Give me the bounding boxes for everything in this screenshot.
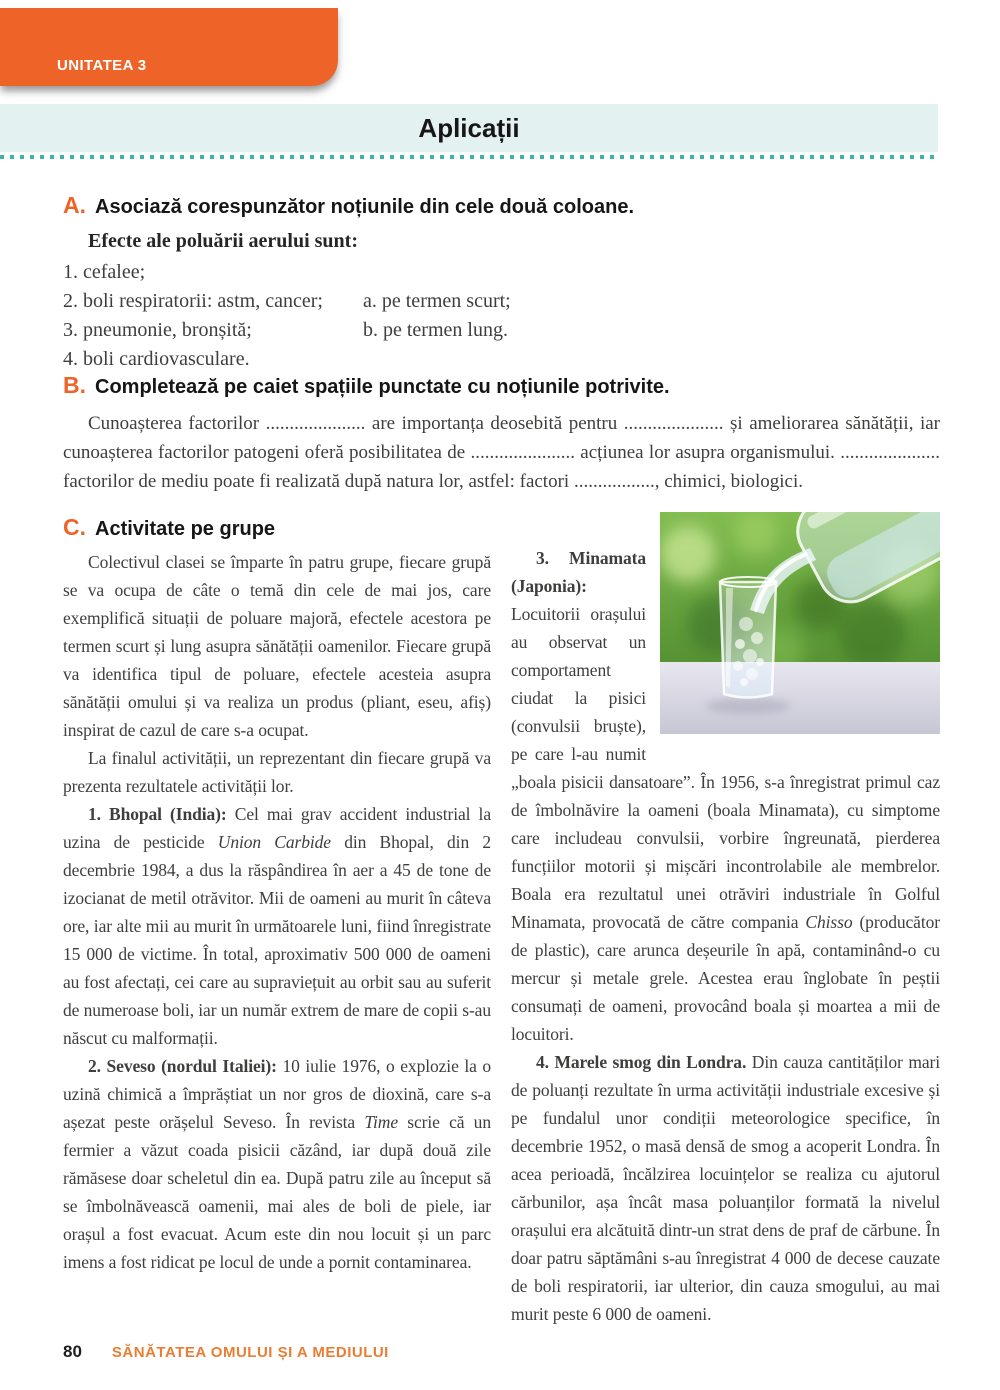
water-pour-photo [660, 512, 940, 734]
section-b-letter: B. [63, 372, 86, 398]
match-option-a: a. pe termen scurt; [363, 290, 511, 312]
paragraph: La finalul activității, un reprezentant din fiecare grupă va prezenta rezultatele activității lor. [63, 748, 491, 796]
page-number: 80 [63, 1342, 82, 1361]
dotted-divider [0, 155, 938, 159]
paragraph: 1. Bhopal (India): Cel mai grav accident industrial la uzina de pesticide Union Carbide din Bhopal, din 2 decembrie 1984, a dus la răspândirea în aer a 45 de tone de izocianat de metil otrăvitor. Mii de oameni au murit în câteva ore, iar alte mii au murit în următoarele luni, fiind înregistrate 15 000 de victime. În total, aproximativ 500 000 de oameni au fost afectați, cei care au supraviețuit au orbit sau au suferit de numeroase boli, iar un număr extrem de mare de copii s-au născut cu malformații. [63, 804, 491, 1048]
match-item-1: 1. cefalee; [63, 261, 146, 283]
page-footer [63, 1342, 940, 1362]
section-b-heading: Completează pe caiet spațiile punctate cu noțiunile potrivite. [95, 376, 670, 398]
section-a-subheading: Efecte ale poluării aerului sunt: [88, 230, 358, 252]
match-row [63, 316, 940, 345]
unit-tab [0, 8, 338, 86]
page-title: Aplicații [418, 112, 520, 143]
section-a-letter: A. [63, 192, 86, 218]
fill-in-paragraph: Cunoașterea factorilor ..................... are importanța deosebită pentru ..................... și ameliorarea sănătății, iar cunoașterea factorilor patogeni oferă posibilitatea de ...................... acțiunea lor asupra organismului. ..................... factorilor de mediu poate fi realizată după natura lor, astfel: factori ................., chimici, biologici. [63, 413, 940, 492]
match-list [63, 258, 940, 374]
section-c-heading: Activitate pe grupe [95, 518, 276, 540]
footer-title: SĂNĂTATEA OMULUI ȘI A MEDIULUI [111, 1344, 389, 1361]
section-b [63, 372, 940, 496]
column-left-text [63, 548, 491, 1276]
section-a-heading: Asociază corespunzător noțiunile din cele două coloane. [95, 196, 634, 218]
paragraph: Colectivul clasei se împarte în patru grupe, fiecare grupă se va ocupa de câte o temă din cele de mai jos, care exemplifică situații de poluare majoră, efectele acestora pe termen scurt și lung asupra sănătății oamenilor. Fiecare grupă va identifica tipul de poluare, efectele acesteia asupra sănătății omului și va realiza un produs (pliant, eseu, afiș) inspirat de cazul de care s-a ocupat. [63, 552, 491, 740]
column-right [511, 512, 940, 1328]
paragraph: 4. Marele smog din Londra. Din cauza cantităților mari de poluanți rezultate în urma activității industriale excesive și pe fundalul unor condiții meteorologice specifice, în decembrie 1952, o masă densă de smog a acoperit Londra. În acea perioadă, încălzirea locuințelor se realiza cu ajutorul cărbunilor, așa încât masa poluanților formată la nivelul orașului era alcătuită dintr-un strat dens de praf de cărbune. În doar patru săptămâni s-au înregistrat 4 000 de decese cauzate de boli respiratorii, iar ulterior, din cauza smogului, au mai murit peste 6 000 de oameni. [511, 1052, 940, 1324]
match-item-3: 3. pneumonie, bronșită; [63, 319, 252, 341]
match-row [63, 287, 940, 316]
water-pour-illustration [660, 512, 940, 734]
match-row [63, 258, 940, 287]
paragraph: 2. Seveso (nordul Italiei): 10 iulie 1976, o explozie la o uzină chimică a împrăștiat un nor gros de dioxină, care s-a așezat peste orășelul Seveso. În revista Time scrie că un fermier a văzut coada pisicii căzând, iar după două zile rămăsese doar scheletul din ea. După patru zile au început să se îmbolnăvească oamenii, mai ales de boli de piele, iar orașul a fost evacuat. Acum este din nou locuit și un parc imens a fost ridicat pe locul de unde a pornit contaminarea. [63, 1056, 491, 1272]
column-left [63, 548, 491, 1276]
section-a-heading-row [63, 192, 940, 220]
section-a [63, 192, 940, 374]
match-row [63, 345, 940, 374]
section-c-heading-row [63, 514, 275, 542]
match-item-2: 2. boli respiratorii: astm, cancer; [63, 290, 323, 312]
section-c-letter: C. [63, 514, 86, 540]
match-option-b: b. pe termen lung. [363, 319, 508, 341]
banner [0, 104, 938, 152]
paragraph: 3. Minamata (Japonia): Locuitorii orașului au observat un comportament ciudat la pisici (convulsii bruște), pe care l-au numit „boala pisicii dansatoare”. În 1956, s-a înregistrat primul caz de îmbolnăvire la oameni (boala Minamata), cu simptome care includeau convulsii, vorbire îngreunată, pierderea funcțiilor motorii și mișcări incontrolabile ale membrelor. Boala era rezultatul unei otrăviri industriale în Golful Minamata, provocată de către compania Chisso (producător de plastic), care arunca deșeurile în apă, contaminând-o cu mercur și metale grele. Acestea erau înglobate în peștii consumați de oameni, provocând boala și moartea a mii de locuitori. [511, 548, 940, 1044]
unit-tab-label: UNITATEA 3 [57, 57, 147, 74]
section-b-heading-row [63, 372, 940, 400]
match-item-4: 4. boli cardiovasculare. [63, 348, 250, 370]
